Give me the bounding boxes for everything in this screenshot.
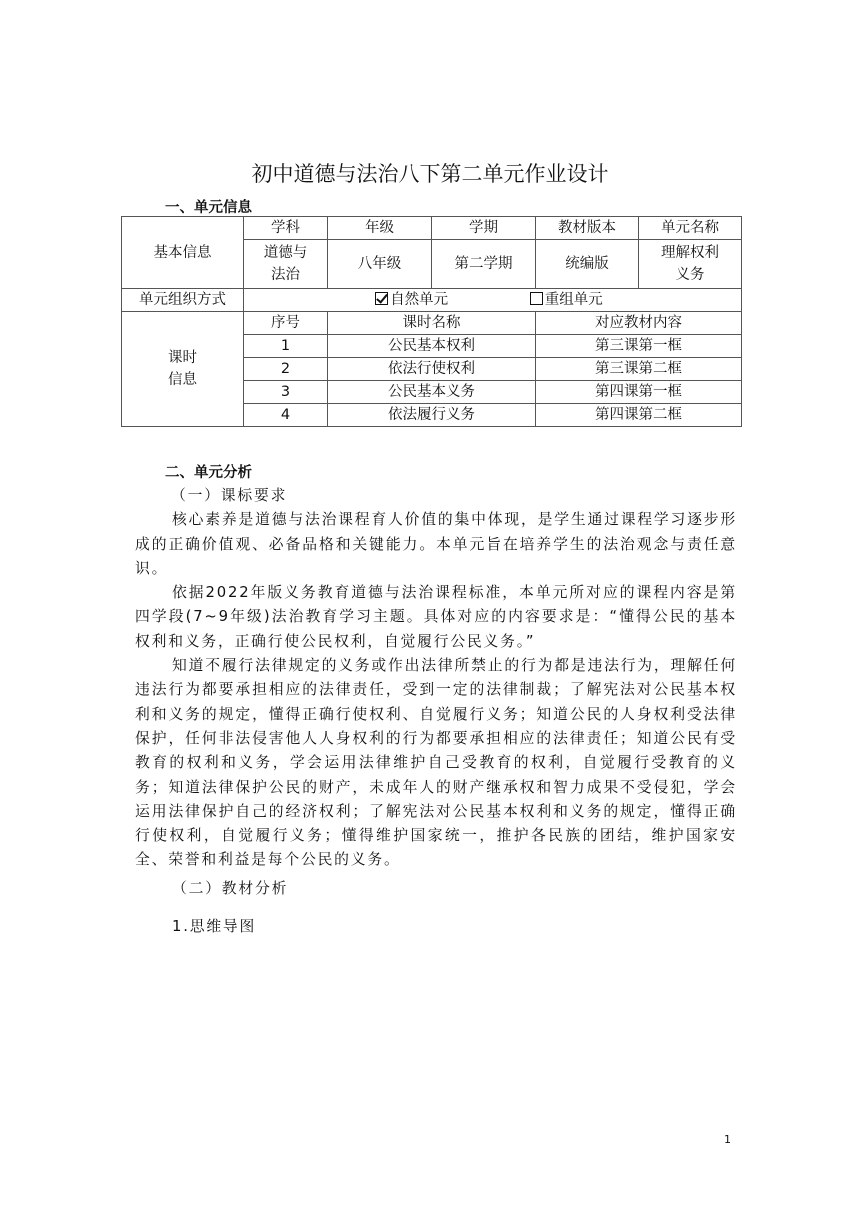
- lesson-no: 1: [244, 335, 328, 358]
- section-heading-unit-info: 一、单元信息: [165, 200, 252, 216]
- lesson-header-no: 序号: [244, 312, 328, 335]
- value-grade: 八年级: [328, 240, 432, 289]
- lesson-no: 4: [244, 404, 328, 427]
- subheading-curriculum: （一）课标要求: [171, 487, 288, 504]
- header-edition: 教材版本: [536, 217, 639, 240]
- unchecked-checkbox-icon: [530, 292, 543, 305]
- lesson-content: 第三课第一框: [536, 335, 742, 358]
- value-subject: 道德与 法治: [244, 240, 328, 289]
- header-grade: 年级: [328, 217, 432, 240]
- lesson-content: 第四课第一框: [536, 381, 742, 404]
- document-title: 初中道德与法治八下第二单元作业设计: [251, 162, 609, 186]
- option-natural-unit: 自然单元: [390, 292, 449, 308]
- section-heading-unit-analysis: 二、单元分析: [165, 465, 252, 481]
- page-number: 1: [724, 1133, 731, 1146]
- lesson-content: 第四课第二框: [536, 404, 742, 427]
- document-body: [135, 484, 737, 939]
- lesson-name: 公民基本权利: [328, 335, 536, 358]
- lesson-name: 公民基本义务: [328, 381, 536, 404]
- header-term: 学期: [432, 217, 536, 240]
- header-unit-name: 单元名称: [639, 217, 742, 240]
- lesson-header-name: 课时名称: [328, 312, 536, 335]
- subheading-mind-map: 1.思维导图: [172, 918, 257, 936]
- checked-checkbox-icon: [375, 292, 388, 305]
- basic-info-label: 基本信息: [122, 217, 244, 289]
- paragraph-standard: 依据2022年版义务教育道德与法治课程标准，本单元所对应的课程内容是第四学段(7~9年级)法治教育学习主题。具体对应的内容要求是：“懂得公民的基本权利和义务，正确行使公民权利，自觉履行公民义务。”: [135, 584, 737, 650]
- paragraph-core-literacy: 核心素养是道德与法治课程育人价值的集中体现，是学生通过课程学习逐步形成的正确价值观、必备品格和关键能力。本单元旨在培养学生的法治观念与责任意识。: [135, 511, 737, 577]
- org-method-label: 单元组织方式: [122, 289, 244, 312]
- value-unit-name: 理解权利 义务: [639, 240, 742, 289]
- paragraph-requirements: 知道不履行法律规定的义务或作出法律所禁止的行为都是违法行为，理解任何违法行为都要承担相应的法律责任，受到一定的法律制裁；了解宪法对公民基本权利和义务的规定，懂得正确行使权利、自觉履行义务；知道公民的人身权利受法律保护，任何非法侵害他人人身权利的行为都要承担相应的法律责任；知道公民有受教育的权利和义务，学会运用法律维护自己受教育的权利，自觉履行受教育的义务；知道法律保护公民的财产，未成年人的财产继承权和智力成果不受侵犯，学会运用法律保护自己的经济权利；了解宪法对公民基本权利和义务的规定，懂得正确行使权利，自觉履行义务；懂得维护国家统一，推护各民族的团结，维护国家安全、荣誉和利益是每个公民的义务。: [135, 657, 737, 869]
- lesson-no: 3: [244, 381, 328, 404]
- lesson-name: 依法行使权利: [328, 358, 536, 381]
- lesson-header-content: 对应教材内容: [536, 312, 742, 335]
- header-subject: 学科: [244, 217, 328, 240]
- subheading-textbook-analysis: （二）教材分析: [172, 879, 289, 897]
- lesson-name: 依法履行义务: [328, 404, 536, 427]
- unit-info-table: [121, 216, 742, 427]
- value-edition: 统编版: [536, 240, 639, 289]
- option-regrouped-unit: 重组单元: [544, 292, 603, 308]
- org-method-options: [244, 289, 742, 312]
- lesson-no: 2: [244, 358, 328, 381]
- lesson-content: 第三课第二框: [536, 358, 742, 381]
- lesson-info-label: 课时 信息: [122, 312, 244, 427]
- value-term: 第二学期: [432, 240, 536, 289]
